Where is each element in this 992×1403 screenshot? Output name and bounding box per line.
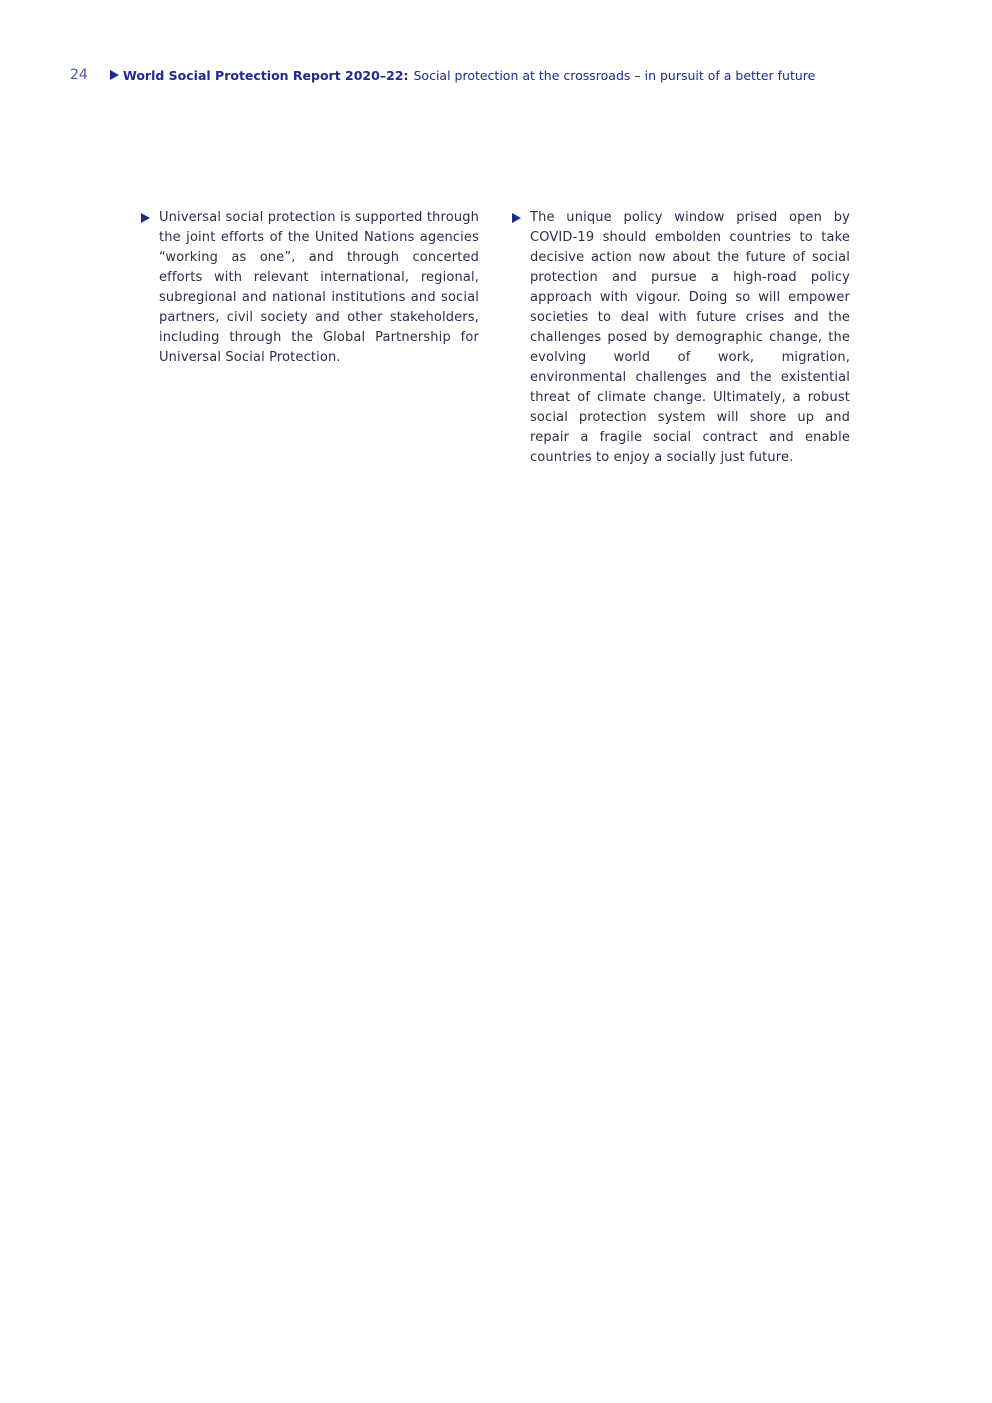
header-triangle-right-icon xyxy=(110,70,119,80)
page-number: 24 xyxy=(70,67,88,83)
bullet-triangle-right-icon xyxy=(512,213,521,223)
report-title: World Social Protection Report 2020–22: xyxy=(123,67,409,83)
bullet-text: Universal social protection is supported through the joint efforts of the United Nations agencies “working as one”, and through concerted efforts with relevant international, regional, subregional and national institutions and social partners, civil society and other stakeholders, including through the Global Partnership for Universal Social Protection. xyxy=(159,210,479,365)
bullet-triangle-right-icon xyxy=(141,213,150,223)
report-subtitle: Social protection at the crossroads – in pursuit of a better future xyxy=(413,67,816,83)
bullet-text: The unique policy window prised open by COVID-19 should embolden countries to take decisive action now about the future of social protection and pursue a high-road policy approach with vigour. Doing so will empower societies to deal with future crises and the challenges posed by demographic change, the evolving world of work, migration, environmental challenges and the existential threat of climate change. Ultimately, a robust social protection system will shore up and repair a fragile social contract and enable countries to enjoy a socially just future. xyxy=(530,210,850,465)
bullet-item-2 xyxy=(512,208,850,468)
bullet-item-1 xyxy=(141,208,479,368)
running-header xyxy=(70,66,815,84)
